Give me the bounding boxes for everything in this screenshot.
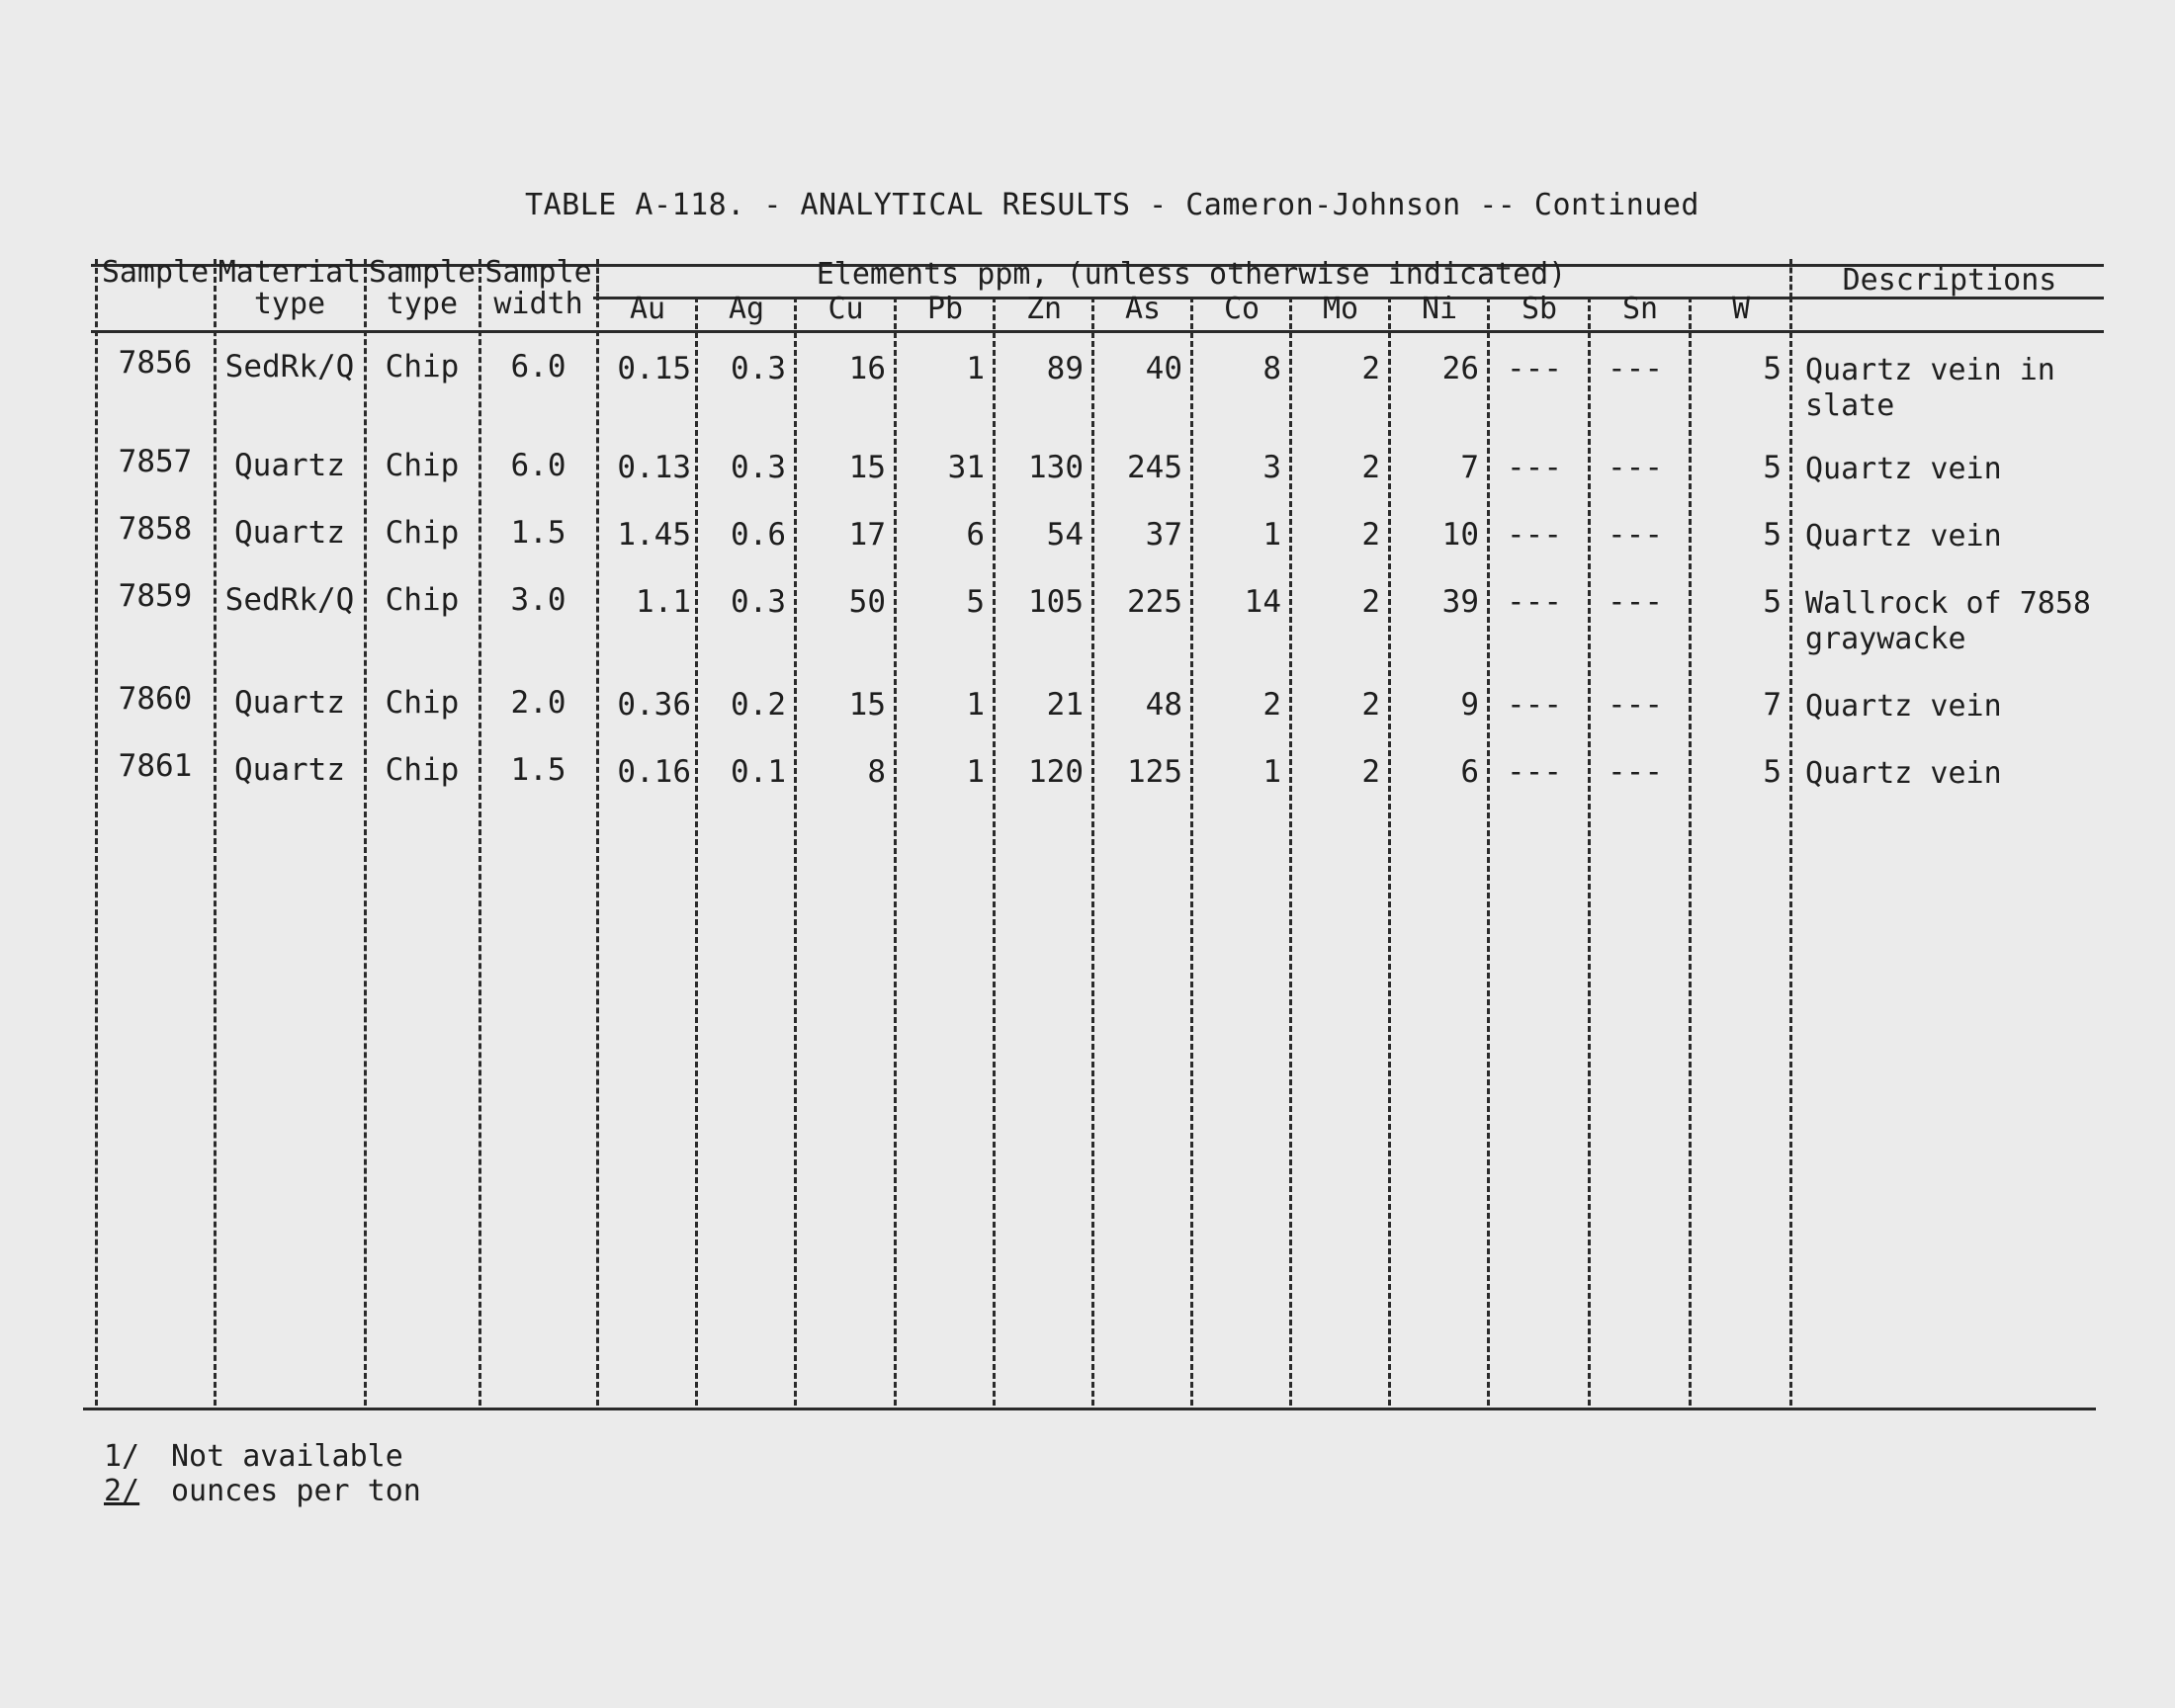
cell-description: Quartz vein (1805, 756, 2002, 791)
cell-au: 1.45 (617, 517, 691, 553)
cell-cu: 8 (867, 754, 886, 790)
cell-co: 14 (1244, 584, 1281, 620)
cell-description: Quartz vein (1805, 452, 2002, 486)
cell-au: 0.36 (617, 687, 691, 723)
cell-co: 1 (1262, 517, 1281, 553)
header-sample-width-line2: width (493, 287, 583, 321)
cell-sn: --- (1608, 754, 1663, 790)
cell-sample-type: Chip (385, 582, 460, 618)
cell-ni: 7 (1460, 450, 1479, 485)
header-element-mo: Mo (1322, 292, 1359, 326)
cell-pb: 1 (966, 687, 985, 723)
header-element-au: Au (629, 292, 666, 326)
cell-sample-type: Chip (385, 448, 460, 483)
cell-sample: 7859 (118, 578, 193, 614)
cell-ag: 0.3 (731, 584, 786, 620)
cell-ag: 0.2 (731, 687, 786, 723)
column-divider (214, 259, 217, 1406)
cell-ag: 0.3 (731, 450, 786, 485)
cell-material-type: Quartz (234, 752, 345, 788)
header-element-sb: Sb (1521, 292, 1558, 326)
cell-zn: 105 (1028, 584, 1084, 620)
column-divider (478, 259, 481, 1406)
cell-ag: 0.1 (731, 754, 786, 790)
cell-pb: 1 (966, 754, 985, 790)
cell-w: 5 (1763, 517, 1782, 553)
cell-co: 1 (1262, 754, 1281, 790)
cell-w: 5 (1763, 450, 1782, 485)
cell-sn: --- (1608, 517, 1663, 553)
cell-sb: --- (1507, 754, 1562, 790)
header-sample-width-line1: Sample (484, 255, 592, 290)
header-element-ag: Ag (728, 292, 765, 326)
column-divider (1789, 297, 1792, 1406)
header-descriptions: Descriptions (1842, 263, 2057, 298)
header-element-pb: Pb (926, 292, 964, 326)
cell-sb: --- (1507, 687, 1562, 723)
table-title: TABLE A-118. - ANALYTICAL RESULTS - Cameron-Johnson -- Continued (525, 188, 1699, 222)
cell-pb: 1 (966, 351, 985, 386)
cell-zn: 54 (1046, 517, 1084, 553)
cell-as: 37 (1145, 517, 1182, 553)
cell-material-type: SedRk/Q (224, 582, 355, 618)
cell-ni: 9 (1460, 687, 1479, 723)
header-material-type-line2: type (253, 287, 326, 321)
cell-sample-type: Chip (385, 349, 460, 384)
cell-ni: 39 (1441, 584, 1479, 620)
cell-sb: --- (1507, 351, 1562, 386)
header-sample-line1: Sample (101, 255, 210, 290)
cell-sample: 7856 (118, 345, 193, 381)
cell-sample-width: 6.0 (510, 349, 566, 384)
cell-w: 5 (1763, 754, 1782, 790)
header-element-w: W (1731, 292, 1751, 326)
header-elements-group: Elements ppm, (unless otherwise indicated) (816, 257, 1567, 292)
cell-cu: 15 (848, 687, 886, 723)
header-element-as: As (1124, 292, 1162, 326)
cell-mo: 2 (1361, 584, 1380, 620)
cell-ni: 6 (1460, 754, 1479, 790)
cell-mo: 2 (1361, 517, 1380, 553)
cell-pb: 31 (947, 450, 985, 485)
cell-material-type: SedRk/Q (224, 349, 355, 384)
cell-w: 5 (1763, 584, 1782, 620)
cell-sample: 7858 (118, 511, 193, 547)
cell-sample-width: 1.5 (510, 752, 566, 788)
cell-cu: 15 (848, 450, 886, 485)
cell-as: 40 (1145, 351, 1182, 386)
table-bottom-rule (83, 1408, 2096, 1410)
cell-sample: 7861 (118, 748, 193, 784)
cell-mo: 2 (1361, 754, 1380, 790)
cell-sample: 7860 (118, 681, 193, 717)
cell-sb: --- (1507, 450, 1562, 485)
cell-co: 8 (1262, 351, 1281, 386)
cell-as: 225 (1127, 584, 1182, 620)
cell-w: 5 (1763, 351, 1782, 386)
cell-ni: 10 (1441, 517, 1479, 553)
footnote-2-mark: 2/ (104, 1474, 140, 1508)
cell-sample: 7857 (118, 444, 193, 479)
header-element-zn: Zn (1025, 292, 1063, 326)
header-material-type-line1: Material (218, 255, 362, 290)
cell-as: 245 (1127, 450, 1182, 485)
cell-material-type: Quartz (234, 448, 345, 483)
cell-pb: 6 (966, 517, 985, 553)
cell-material-type: Quartz (234, 685, 345, 721)
cell-sample-width: 3.0 (510, 582, 566, 618)
cell-sn: --- (1608, 584, 1663, 620)
cell-pb: 5 (966, 584, 985, 620)
column-divider (95, 259, 98, 1406)
header-sample-type-line2: type (386, 287, 459, 321)
cell-ni: 26 (1441, 351, 1479, 386)
cell-description: Quartz vein (1805, 689, 2002, 724)
column-divider (364, 259, 367, 1406)
cell-ag: 0.6 (731, 517, 786, 553)
cell-description: Quartz vein (1805, 519, 2002, 554)
cell-sample-type: Chip (385, 515, 460, 551)
cell-description: Wallrock of 7858 graywacke (1805, 586, 2091, 656)
cell-sample-type: Chip (385, 685, 460, 721)
cell-zn: 89 (1046, 351, 1084, 386)
footnote-1 (104, 1439, 403, 1475)
header-element-ni: Ni (1421, 292, 1458, 326)
header-bottom-rule (91, 330, 2104, 333)
cell-zn: 120 (1028, 754, 1084, 790)
cell-w: 7 (1763, 687, 1782, 723)
footnote-1-mark: 1/ (104, 1439, 140, 1474)
cell-sample-type: Chip (385, 752, 460, 788)
cell-au: 1.1 (636, 584, 691, 620)
cell-au: 0.13 (617, 450, 691, 485)
cell-mo: 2 (1361, 351, 1380, 386)
column-divider (596, 259, 599, 1406)
cell-cu: 50 (848, 584, 886, 620)
cell-as: 48 (1145, 687, 1182, 723)
cell-cu: 17 (848, 517, 886, 553)
cell-zn: 21 (1046, 687, 1084, 723)
cell-zn: 130 (1028, 450, 1084, 485)
cell-co: 3 (1262, 450, 1281, 485)
cell-mo: 2 (1361, 687, 1380, 723)
cell-sb: --- (1507, 517, 1562, 553)
cell-sn: --- (1608, 687, 1663, 723)
cell-sn: --- (1608, 351, 1663, 386)
header-element-co: Co (1223, 292, 1261, 326)
cell-ag: 0.3 (731, 351, 786, 386)
cell-mo: 2 (1361, 450, 1380, 485)
footnote-1-text: Not available (171, 1439, 403, 1474)
cell-sample-width: 6.0 (510, 448, 566, 483)
cell-description: Quartz vein in slate (1805, 353, 2055, 423)
cell-au: 0.15 (617, 351, 691, 386)
cell-sample-width: 2.0 (510, 685, 566, 721)
cell-cu: 16 (848, 351, 886, 386)
cell-as: 125 (1127, 754, 1182, 790)
cell-sn: --- (1608, 450, 1663, 485)
footnote-2 (104, 1474, 421, 1509)
header-element-cu: Cu (827, 292, 864, 326)
cell-au: 0.16 (617, 754, 691, 790)
cell-co: 2 (1262, 687, 1281, 723)
footnote-2-text: ounces per ton (171, 1474, 421, 1508)
cell-sb: --- (1507, 584, 1562, 620)
header-sample-type-line1: Sample (368, 255, 477, 290)
cell-material-type: Quartz (234, 515, 345, 551)
cell-sample-width: 1.5 (510, 515, 566, 551)
header-element-sn: Sn (1621, 292, 1659, 326)
